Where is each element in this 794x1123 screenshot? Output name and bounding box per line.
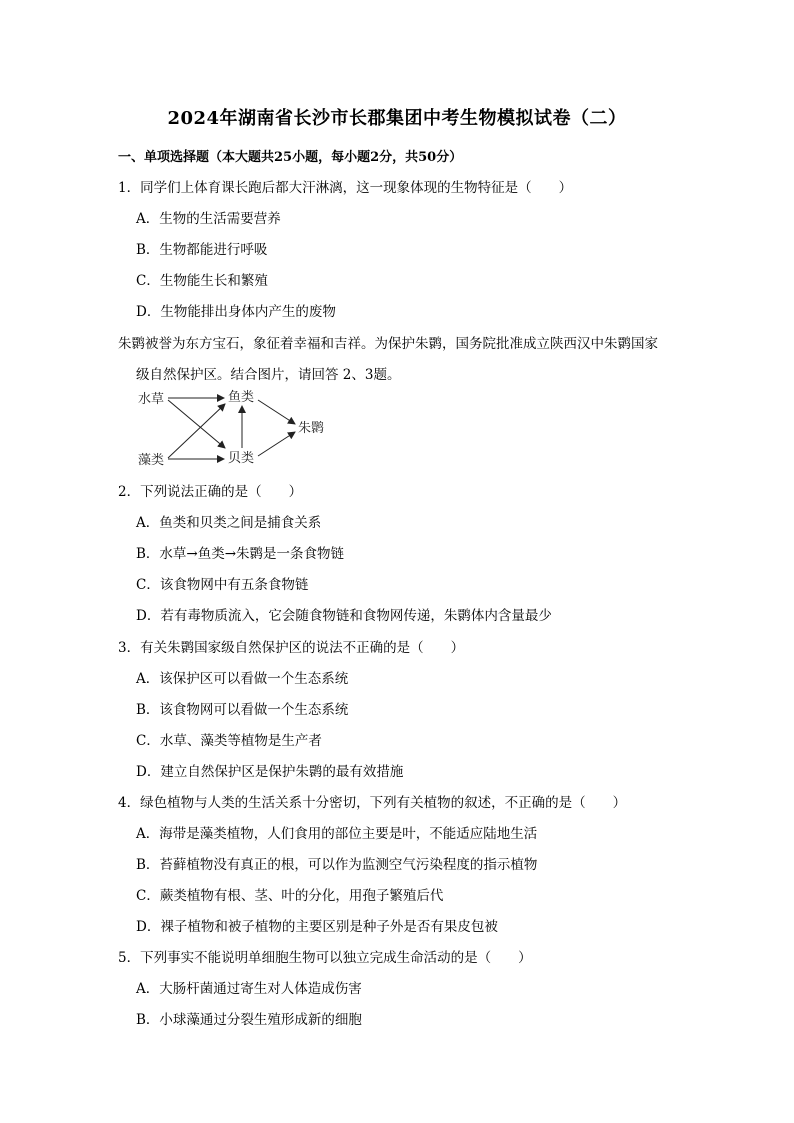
node-shuicao: 水草 [138,392,165,407]
question-1-option-a: A．生物的生活需要营养 [136,211,281,227]
question-3-option-d: D．建立自然保护区是保护朱鹮的最有效措施 [136,764,404,780]
question-5-option-a: A．大肠杆菌通过寄生对人体造成伤害 [136,981,362,997]
question-5-option-b: B．小球藻通过分裂生殖形成新的细胞 [136,1012,362,1028]
question-2-option-b: B．水草→鱼类→朱鹮是一条食物链 [136,546,345,562]
node-zhuhuan: 朱鹮 [298,421,325,436]
question-1-option-d: D．生物能排出身体内产生的废物 [136,304,336,320]
section-heading: 一、单项选择题（本大题共25小题，每小题2分，共50分） [118,150,463,165]
node-zaolei: 藻类 [138,453,165,468]
exam-title: 2024年湖南省长沙市长郡集团中考生物模拟试卷（二） [167,108,627,129]
passage-line-2: 级自然保护区。结合图片，请回答 2、3题。 [136,367,401,383]
node-yulei: 鱼类 [228,390,255,405]
question-2-option-c: C．该食物网中有五条食物链 [136,577,309,593]
question-3-option-c: C．水草、藻类等植物是生产者 [136,733,322,749]
question-1-stem: 1．同学们上体育课长跑后都大汗淋漓，这一现象体现的生物特征是（ ） [118,180,573,196]
question-1-option-c: C．生物能生长和繁殖 [136,273,268,289]
question-4-option-a: A．海带是藻类植物，人们食用的部位主要是叶，不能适应陆地生活 [136,826,538,842]
passage-line-1: 朱鹮被誉为东方宝石，象征着幸福和吉祥。为保护朱鹮，国务院批准成立陕西汉中朱鹮国家 [118,336,658,352]
question-5-stem: 5．下列事实不能说明单细胞生物可以独立完成生命活动的是（ ） [118,950,532,966]
food-web-diagram [130,386,350,476]
arrow-beilei-zhuhuan [258,432,295,456]
arrow-zaolei-yulei [168,404,225,458]
arrow-yulei-zhuhuan [258,400,295,424]
question-3-stem: 3．有关朱鹮国家级自然保护区的说法不正确的是（ ） [118,640,465,656]
question-2-option-d: D．若有毒物质流入，它会随食物链和食物网传递，朱鹮体内含量最少 [136,608,552,624]
question-1-option-b: B．生物都能进行呼吸 [136,242,268,258]
node-beilei: 贝类 [228,451,255,466]
question-2-stem: 2．下列说法正确的是（ ） [118,484,303,500]
question-4-option-b: B．苔藓植物没有真正的根，可以作为监测空气污染程度的指示植物 [136,857,538,873]
question-4-option-d: D．裸子植物和被子植物的主要区别是种子外是否有果皮包被 [136,919,498,935]
arrow-shuicao-beilei [168,400,225,448]
question-3-option-a: A．该保护区可以看做一个生态系统 [136,671,349,687]
question-4-option-c: C．蕨类植物有根、茎、叶的分化，用孢子繁殖后代 [136,888,444,904]
question-2-option-a: A．鱼类和贝类之间是捕食关系 [136,515,322,531]
question-3-option-b: B．该食物网可以看做一个生态系统 [136,702,349,718]
question-4-stem: 4．绿色植物与人类的生活关系十分密切，下列有关植物的叙述，不正确的是（ ） [118,795,627,811]
